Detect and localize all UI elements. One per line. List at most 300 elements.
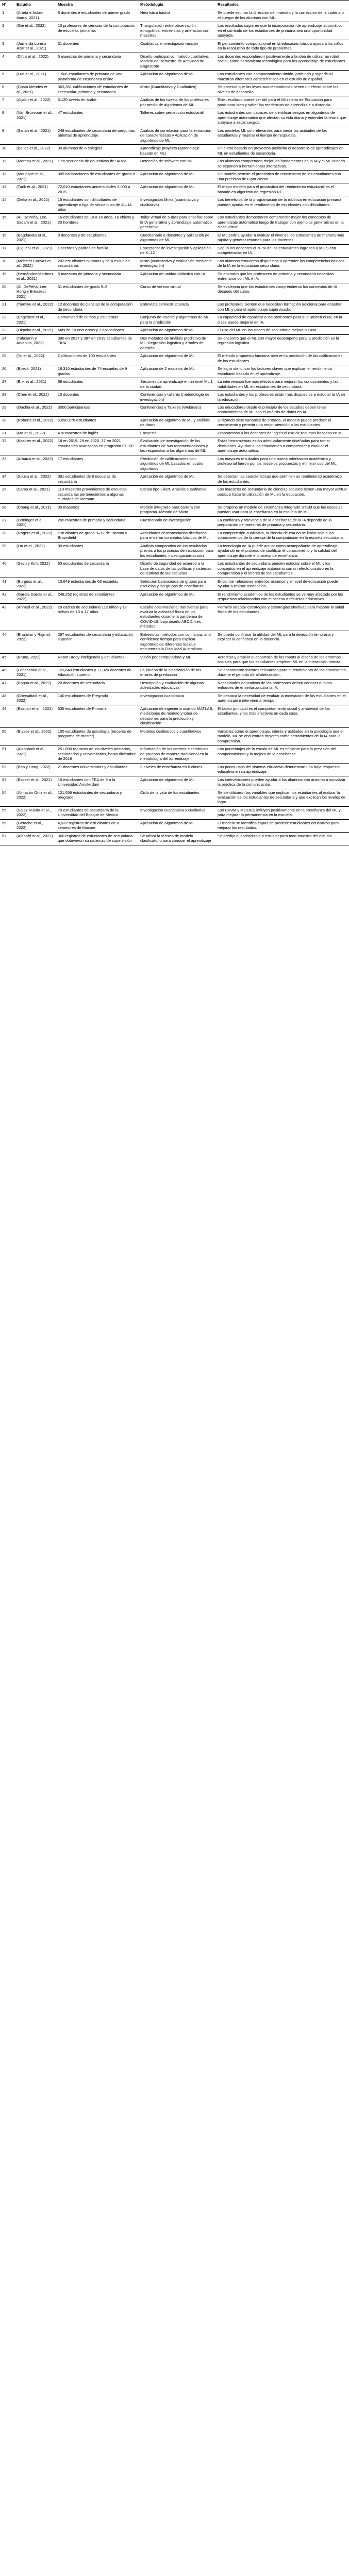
table-row [0, 416, 349, 429]
cell-study: (Saltan et al., 2021) [14, 127, 56, 144]
table-row [0, 9, 349, 22]
cell-study: (Getache et al., 2022) [14, 819, 56, 832]
cell-methodology: Entrevistas, métodos con confianza, and confidence tiempo para explicar algoritmos de diferentes los que encuentran la Fiabilidad Australiana [138, 631, 215, 653]
table-row [0, 327, 349, 334]
cell-results: Los estudiantes y los profesores están más dispuestos a estudiar la IA en la educación. [215, 391, 349, 404]
cell-number: 3 [0, 40, 14, 53]
table-row [0, 109, 349, 127]
cell-number: 36 [0, 503, 14, 516]
cell-study: (Tafasarin y Arvanitis, 2022) [14, 334, 56, 352]
cell-sample: 140 estudiantes de Pregrado [56, 692, 138, 705]
table-row [0, 429, 349, 437]
cell-results: Según los docentes el 70 % de los estudiantes ingresan a la ES con competencias en IA. [215, 244, 349, 257]
table-row [0, 378, 349, 391]
cell-results: Se encontró que el ML con mayor desempeño para la predicción es la regresión logística. [215, 334, 349, 352]
table-row [0, 53, 349, 70]
cell-methodology: Aplicación de algoritmos de ML [138, 171, 215, 183]
cell-sample: 121,556 estudiantes de secundaria y pregrado [56, 789, 138, 806]
cell-study: (Tarik et al., 2021) [14, 183, 56, 196]
cell-study: (Erik et al., 2021) [14, 378, 56, 391]
cell-results: El ML podría ayudar a evaluar el nivel de los estudiantes de manera más rápida y generar reportes para los docentes. [215, 231, 349, 244]
cell-study: (Tiamiyu et al., 2022) [14, 301, 56, 314]
cell-results: Los porcentajes de la escala de ML es eficiente para la previsión del comportamiento y la mejora de la enseñanza. [215, 745, 349, 763]
table-row [0, 763, 349, 776]
table-row [0, 314, 349, 327]
studies-table [0, 0, 349, 845]
cell-sample: 15 estudiantes con dificultades de aprendizaje o liga de secuencias de 11–14 años [56, 196, 138, 214]
cell-study: (Jurnerda Lorenz Azar et al., 2021) [14, 40, 56, 53]
cell-number: 7 [0, 96, 14, 109]
cell-study: (Blasse et al., 2022) [14, 727, 56, 745]
cell-number: 43 [0, 603, 14, 631]
cell-sample: 360 registros de estudiantes de secundaria que obtuvieron su sistemas de supervisión [56, 832, 138, 845]
cell-number: 29 [0, 404, 14, 417]
cell-sample: 251.890 registros de los niveles primarios, secundarios y universitarios, hasta diciembre de 2019 [56, 745, 138, 763]
cell-sample: Una secuencia de educativas de 94.6% [56, 158, 138, 171]
cell-methodology: Estudio observacional transversal para evaluar la actividad física en los estudiantes durante la pandemia de COVID-19, bajo diseño ABCD: tres métodos [138, 603, 215, 631]
cell-sample: 31 docentes [56, 40, 138, 53]
table-row [0, 745, 349, 763]
cell-results: Se logró identificar los factores claves que explican el rendimiento estudiantil basado en el aprendizaje. [215, 365, 349, 378]
cell-study: (Arteta e Irulas-Ibarra, 2021) [14, 9, 56, 22]
cell-methodology: Cualitativa e investigación-acción [138, 40, 215, 53]
cell-sample: 70 estudiantes de secundaria de la Universidad del Bosque de Mexico [56, 806, 138, 819]
cell-study: (Aldhafri et al., 2021) [14, 832, 56, 845]
cell-results: Se encontró que los profesores de primaria y secundaria necesitan entrenarse con ML e IA. [215, 270, 349, 283]
table-row [0, 404, 349, 417]
cell-methodology: Ciclo de la vida de los estudiantes [138, 789, 215, 806]
cell-methodology: Selección balanceada de grupos para escuelas y los grupos de enseñanza [138, 578, 215, 590]
cell-number: 35 [0, 486, 14, 503]
cell-sample: 10,649 estudiantes de 63 escuelas [56, 578, 138, 590]
table-row [0, 334, 349, 352]
cell-sample: 18 en 2019, 29 en 2020, 37 en 2021 estudiantes avanzados en programa ECISP [56, 437, 138, 455]
cell-methodology: Evaluación de investigación de los estudiantes de sus recomendaciones y las respuestas a los algoritmos de ML [138, 437, 215, 455]
cell-study: (Mehmet Cuevas et al., 2022) [14, 257, 56, 270]
cell-results: Los beneficios de la programación de la robótica en educación primaria pueden ayudar en el rendimiento de estudiantes con dificultades. [215, 196, 349, 214]
cell-study: (Van Bruxvoort et al., 2021) [14, 109, 56, 127]
table-row [0, 503, 349, 516]
cell-sample: 123,640 estudiantes y 17,920 docentes de educación superior [56, 666, 138, 679]
cell-study: (Al, DePeña, Lee, Hong y Breazeal, 2021) [14, 283, 56, 300]
cell-study: (Bhanwar y Rajmal, 2022) [14, 631, 56, 653]
cell-methodology: Descripción y evaluación de algunas actividades educativas [138, 679, 215, 692]
cell-sample: 17 estudiantes [56, 455, 138, 472]
cell-sample: 63 estudiantes de secundaria [56, 560, 138, 578]
cell-results: El método propuesto funciona bien en la predicción de las calificaciones de los estudiantes. [215, 352, 349, 365]
table-row [0, 486, 349, 503]
cell-results: Los maestros de secundaria de ciencias sociales tienen una mayor actitud positiva hacia la utilización de ML en la educación. [215, 486, 349, 503]
table-row [0, 158, 349, 171]
cell-sample: 6 docentes e estudiantes de primer grado [56, 9, 138, 22]
cell-results: Se puede estimar la dirección del maestro y la corrección de la cadena o el cuerpo de los alumnos con ML. [215, 9, 349, 22]
cell-results: Permitió adaptar estrategias y estrategias efectivas para mejorar la salud física de los estudiantes. [215, 603, 349, 631]
cell-study: (Elguchi et al., 2021) [14, 244, 56, 257]
cell-sample: 363,361 calificaciones de estudiantes de Preescolar, primaria y secundaria [56, 83, 138, 96]
cell-results: Los profesores sienten que necesitan formación adicional para enseñar con ML y para el aprendizaje supervisado. [215, 301, 349, 314]
cell-study: (Costa Mendes et al., 2021) [14, 83, 56, 96]
cell-methodology: Sesiones de aprendizaje en un nivel ML 1 de la ciudad [138, 378, 215, 391]
table-row [0, 437, 349, 455]
cell-results: Se detectan las características que permiten un rendimiento académico de los estudiantes. [215, 473, 349, 486]
cell-methodology: Encuesta [138, 429, 215, 437]
cell-methodology: Mixto (Cuantitativo y Cualitativo) [138, 83, 215, 96]
cell-number: 4 [0, 53, 14, 70]
cell-methodology: Heurística básica [138, 9, 215, 22]
cell-methodology: Triangulación entre observación etnográfica, entrevistas y artefactos con maestros [138, 22, 215, 40]
cell-results: Las intervenciones pueden ayudar a los alumnos con autismo a socializar la práctica de la comunicación. [215, 776, 349, 789]
cell-methodology: Escala tipo Likert. Análisis cuantitativo [138, 486, 215, 503]
cell-sample: 5 maestros de primaria y secundaria [56, 53, 138, 70]
cell-results: Encontrar relaciones entre los alumnos y el nivel de educación puede ayudar a revisar tendencias. [215, 578, 349, 590]
cell-methodology: Aplicación de algoritmos de ML [138, 183, 215, 196]
table-row [0, 631, 349, 653]
cell-methodology: Conferencias y Talleres (Webinars) [138, 404, 215, 417]
cell-sample: 3.120 tweets en árabe [56, 96, 138, 109]
cell-results: Se evidencia que los estudiantes comprendieron los conceptos de IA después del curso. [215, 283, 349, 300]
cell-results: La confianza y relevancia de la enseñanza de la IA depende de la preparación de maestros de primaria y secundaria. [215, 516, 349, 529]
cell-methodology: Aplicación de algoritmos de ML [138, 327, 215, 334]
cell-number: 21 [0, 301, 14, 314]
table-row [0, 196, 349, 214]
cell-sample: 391 estudiantes de 6 escuelas de secundaria [56, 473, 138, 486]
cell-number: 16 [0, 231, 14, 244]
cell-results: El modelo se identifica capaz de predecir estudiantes educativos para mejorar los resultados. [215, 819, 349, 832]
table-row [0, 214, 349, 231]
table-row [0, 516, 349, 529]
table-row [0, 22, 349, 40]
cell-methodology: Aplicación de algoritmo de ML y análisis de datos [138, 416, 215, 429]
cell-results: Los mayores resultados para una buena orientación académica y profesional fueron por los modelos propuestos y el mejor uso del ML. [215, 455, 349, 472]
cell-methodology: Actividades desconectadas diseñadas para enseñar conceptos básicos de ML [138, 529, 215, 542]
cell-methodology: Aprendizaje proyecto (aprendizaje basado en ML) [138, 145, 215, 158]
cell-study: (Aldoghaili et al., 2021) [14, 745, 56, 763]
cell-results: Proponemos a los docentes de inglés el uso de recursos basados en ML. [215, 429, 349, 437]
cell-methodology: La prueba de la clasificación de los errores de predicción [138, 666, 215, 679]
cell-methodology: Conferencias y talleres (metodología de investigación) [138, 391, 215, 404]
cell-study: (Moreau et al., 2021) [14, 158, 56, 171]
cell-sample: 72,010 estudiantes universidades 2,000 a 2015 [56, 183, 138, 196]
cell-study: (Sevu y Kim, 2022) [14, 560, 56, 578]
table-row [0, 83, 349, 96]
cell-study: (Luo et al., 2021) [14, 71, 56, 83]
cell-number: 49 [0, 705, 14, 727]
cell-sample: 31 estudiantes de grado 5–9 [56, 283, 138, 300]
cell-number: 48 [0, 692, 14, 705]
cell-number: 11 [0, 158, 14, 171]
table-row [0, 71, 349, 83]
cell-sample: 16 estudiantes de 10 a 16 años, 16 chicos y 20 hombres [56, 214, 138, 231]
cell-number: 28 [0, 391, 14, 404]
table-row [0, 819, 349, 832]
cell-study: (Chen et al., 2022) [14, 391, 56, 404]
cell-study: (Yu et al., 2022) [14, 352, 56, 365]
cell-number: 26 [0, 365, 14, 378]
cell-number: 57 [0, 832, 14, 845]
cell-sample: Estudiantes de grado 9–12 de Toronto y Brownfield [56, 529, 138, 542]
cell-number: 18 [0, 257, 14, 270]
table-row [0, 832, 349, 845]
cell-study: (Ma et al., 2022) [14, 429, 56, 437]
table-row [0, 603, 349, 631]
cell-number: 39 [0, 542, 14, 560]
cell-results: Se identificaron las variables que implican los estudiantes al realizar la evaluación de los estudiantes de secundaria y que explican los niveles de logro. [215, 789, 349, 806]
table-row [0, 529, 349, 542]
table-row [0, 257, 349, 270]
cell-results: Un modelo permite el pronóstico de rendimiento de los estudiantes con una precisión de 8 por ciento. [215, 171, 349, 183]
cell-study: (Mounque et al., 2021) [14, 171, 56, 183]
table-row [0, 692, 349, 705]
cell-sample: Robot Brody inteligencia y estudiantes [56, 653, 138, 666]
cell-study: (Bakker et al., 2022) [14, 776, 56, 789]
cell-results: Utilizando siete variables de entrada, el modelo puede predecir el rendimiento y permitir una mejor atención a los estudiantes. [215, 416, 349, 429]
table-row [0, 270, 349, 283]
cell-sample: 100 estudiantes de psicología (terceros de programa de master) [56, 727, 138, 745]
header-sample: Muestra [56, 1, 138, 9]
cell-sample: 66 estudiantes [56, 378, 138, 391]
cell-study: (Saiaz Rueda et al., 2022) [14, 806, 56, 819]
cell-results: Los estudiantes de secundaria pueden estudiar sobre el ML y los conceptos en el aprendizaje autónomo con un efecto positivo en la comprensión y el interés de los estudiantes. [215, 560, 349, 578]
cell-methodology: Aplicación de algoritmos de ML [138, 71, 215, 83]
cell-study: (Gie et al., 2022) [14, 22, 56, 40]
cell-number: 5 [0, 71, 14, 83]
cell-methodology: Cuestionario a docentes y aplicación de algoritmos de ML [138, 231, 215, 244]
cell-number: 47 [0, 679, 14, 692]
table-row [0, 171, 349, 183]
cell-number: 30 [0, 416, 14, 429]
table-row [0, 653, 349, 666]
cell-number: 1 [0, 9, 14, 22]
cell-sample: Más de 10 encuestas y 3 aplicaciones [56, 327, 138, 334]
cell-number: 55 [0, 806, 14, 819]
cell-study: (Bogna et al., 2022) [14, 679, 56, 692]
cell-study: (Fenchenko et al., 2021) [14, 666, 56, 679]
table-row [0, 183, 349, 196]
cell-results: Los modelos ML son relevantes para medir las actitudes de los estudiantes y mejorar el tiempo de respuesta. [215, 127, 349, 144]
cell-sample: 203 estudiantes alumnos y de 4 escuelas secundarias [56, 257, 138, 270]
cell-methodology: Talleres sobre percepción estudiantil [138, 109, 215, 127]
cell-number: 53 [0, 776, 14, 789]
table-row [0, 40, 349, 53]
cell-sample: 29 cadres de secundaria 112 niños y 17 hidsos de 13 a 17 años [56, 603, 138, 631]
cell-methodology: Modelos cualitativos y cuantitativos [138, 727, 215, 745]
cell-results: Los estudiantes son capaces de identificar sesgos en algoritmos de aprendizaje automático que afectan su vida diaria y entender la teoría que subyace a estos sesgos. [215, 109, 349, 127]
cell-methodology: Investigación Mixta (cuantitativa y cualitativa) [138, 196, 215, 214]
cell-study: (Ouchia et al., 2022) [14, 404, 56, 417]
table-row [0, 391, 349, 404]
header-row [0, 1, 349, 9]
table-row [0, 96, 349, 109]
cell-results: Se predijo el aprendizaje a estudiar para toda muestra del estudio. [215, 832, 349, 845]
cell-results: Acreditar y ampliar el desarrollo de los robots al diseño de los entornos sociales para que los estudiantes empleen ML en la interacción directa. [215, 653, 349, 666]
cell-sample: 47 estudiantes [56, 109, 138, 127]
cell-methodology: Curso de verano virtual [138, 283, 215, 300]
table-row [0, 455, 349, 472]
table-row [0, 542, 349, 560]
cell-number: 2 [0, 22, 14, 40]
table-header [0, 1, 349, 9]
cell-sample: 16 estudiantes con TEA de 9 a la Universidad Amsterdam [56, 776, 138, 789]
cell-study: (Bao y Hong, 2022) [14, 763, 56, 776]
cell-methodology: Aplicación de algoritmos de ML [138, 776, 215, 789]
cell-methodology: Aplicación de algoritmos de ML [138, 819, 215, 832]
cell-sample: 16,310 estudiantes de 74 escuelas de 9 grados [56, 365, 138, 378]
header-study: Estudio [14, 1, 56, 9]
cell-sample: 297 estudiantes de secundaria y educación superior [56, 631, 138, 653]
cell-sample: 265 maestros de primaria y secundaria [56, 516, 138, 529]
cell-results: El rendimiento académico de los estudiantes se ve muy afectado por las respuestas relacionadas con el acceso a recursos educativos. [215, 590, 349, 603]
cell-sample: Docentes y padres de familia [56, 244, 138, 257]
table-row [0, 578, 349, 590]
cell-results: Los resultados sugieren que la incorporación de aprendizaje automático en el currículo de los estudiantes de primaria sea una oportunidad apoyada. [215, 22, 349, 40]
cell-number: 40 [0, 560, 14, 578]
cell-results: Los docentes respondieron positivamente a la idea de utilizar un robot social, como herramienta tecnológica para los aprendizaje de estudiantes. [215, 53, 349, 70]
table-body [0, 9, 349, 845]
cell-study: (Zieka et al., 2022) [14, 196, 56, 214]
cell-study: (Aljabri et al., 2022) [14, 96, 56, 109]
cell-number: 13 [0, 183, 14, 196]
cell-number: 25 [0, 352, 14, 365]
cell-sample: 1.506 estudiantes de primaria de una plataforma de enseñanza online [56, 71, 138, 83]
table-row [0, 590, 349, 603]
cell-results: Variables como el aprendizaje, interés y actitudes en la psicología que el modelo, ML se encuentran mejores como herramientas de la IA para la comprensión. [215, 727, 349, 745]
cell-results: Se observó que las leyes socioeconómicas tienen un efecto sobre los niveles de desarrollo. [215, 83, 349, 96]
cell-study: (Chrysafiadi et al., 2022) [14, 692, 56, 705]
cell-sample: 635 estudiantes de Primaria [56, 705, 138, 727]
cell-results: La intervención fue más efectiva para mejorar los conocimientos y las habilidades en ML en estudiantes de secundaria. [215, 378, 349, 391]
cell-results: La capacidad de capacitar a los profesores para que utilicen el ML en la clase puede mejorar en IA. [215, 314, 349, 327]
cell-number: 31 [0, 429, 14, 437]
cell-methodology: Análisis de los tweets de los profesores por medio de algoritmos de ML [138, 96, 215, 109]
cell-study: (Hernández-Martínez et al., 2021) [14, 270, 56, 283]
cell-study: (Ciftia et al., 2022) [14, 53, 56, 70]
cell-study: (Leininger et al., 2021) [14, 516, 56, 529]
cell-sample: 80 estudiantes [56, 542, 138, 560]
cell-sample: 119 maestros provenientes de escuelas secundarias pertenecientes a algunas ciudades de Vietnam [56, 486, 138, 503]
cell-methodology: Aplicación de unidad didáctica con IA [138, 270, 215, 283]
cell-number: 44 [0, 631, 14, 653]
cell-sample: 21 docentes universitarios y estudiantes [56, 763, 138, 776]
cell-methodology: Taller virtual de 5 días para enseñar sobre la IA generativa y aprendizaje automático generativo [138, 214, 215, 231]
cell-number: 34 [0, 473, 14, 486]
cell-number: 42 [0, 590, 14, 603]
cell-methodology: Aplicación de algoritmos de ML [138, 590, 215, 603]
cell-methodology: Diseño participativo, método cualitativo, Modelo del semestre de Actividad de Engeström [138, 53, 215, 70]
cell-study: (Rogers et al., 2022) [14, 529, 56, 542]
cell-study: (Kastner et al., 2022) [14, 437, 56, 455]
cell-study: (Engelbert et al., 2021) [14, 314, 56, 327]
cell-methodology: Detección de software con ML [138, 158, 215, 171]
cell-sample: 30 maestros [56, 503, 138, 516]
cell-methodology: Aplicación de algoritmos de ML [138, 473, 215, 486]
cell-results: Los pocos usos del sistema educativo demuestran una baja respuesta educativa en su aprendizaje. [215, 763, 349, 776]
table-row [0, 231, 349, 244]
table-row [0, 301, 349, 314]
cell-methodology: Investigación cuantitativa [138, 692, 215, 705]
cell-results: Se puede confirmar la utilidad del ML para la detección temprana y explicar la confianza en la docencia. [215, 631, 349, 653]
cell-number: 24 [0, 334, 14, 352]
cell-number: 15 [0, 214, 14, 231]
cell-number: 22 [0, 314, 14, 327]
cell-methodology: Entrevista semiestructurada [138, 301, 215, 314]
cell-sample: 10 docentes [56, 391, 138, 404]
cell-study: (Ahmed et al., 2022) [14, 603, 56, 631]
cell-study: (Samo et al., 2021) [14, 486, 56, 503]
cell-number: 14 [0, 196, 14, 214]
table-row [0, 244, 349, 257]
cell-number: 41 [0, 578, 14, 590]
table-row [0, 473, 349, 486]
cell-number: 12 [0, 171, 14, 183]
cell-methodology: Dos métodos de análisis predictivo de ML: Regresión logística y árboles de decisión [138, 334, 215, 352]
cell-number: 45 [0, 653, 14, 666]
cell-number: 20 [0, 283, 14, 300]
cell-sample: 8 docentes y 86 estudiantes [56, 231, 138, 244]
cell-number: 50 [0, 727, 14, 745]
cell-sample: 390 en 2017 y 387 en 2019 estudiantes de TIPA [56, 334, 138, 352]
cell-methodology: Cuestionario de investigación [138, 516, 215, 529]
cell-number: 54 [0, 789, 14, 806]
cell-study: (Bellas et al., 2022) [14, 145, 56, 158]
cell-results: El mejor modelo para el pronóstico del rendimiento estudiantil es el basado en algoritmo de regresión RF. [215, 183, 349, 196]
cell-sample: 305 calificaciones de estudiantes de grado 8 [56, 171, 138, 183]
cell-methodology: Predicción de calificaciones con algoritmos de ML basados en cuatro algoritmos [138, 455, 215, 472]
cell-study: (Liu et al., 2022) [14, 542, 56, 560]
cell-results: Este resultado puede ser útil para el Ministerio de Educación para posicionar bien y saber las tendencias de aprendizaje a distancia. [215, 96, 349, 109]
table-row [0, 776, 349, 789]
cell-study: (Bastian et al., 2022) [14, 705, 56, 727]
cell-study: (Okpoko et al., 2021) [14, 327, 56, 334]
cell-study: (Bagdanata et al., 2021) [14, 231, 56, 244]
table-row [0, 352, 349, 365]
cell-methodology: Aplicación de ingeniería usando MATLAB, mediciones de modelo y toma de decisiones para la predicción y clasificación [138, 705, 215, 727]
cell-number: 51 [0, 745, 14, 763]
cell-results: La tecnología de IA puede actuar como acompañante de aprendizaje, ayudando en el proceso de cualificar el conocimiento y la calidad del aprendizaje durante el proceso de enseñanza. [215, 542, 349, 560]
cell-results: Los estudiantes con comportamiento tímido, profundo y superficial muestran diferentes características en el estudio de español. [215, 71, 349, 83]
cell-sample: 5.090.270 estudiantes [56, 416, 138, 429]
cell-methodology: Investigación cuantitativa y cualitativa [138, 806, 215, 819]
cell-number: 52 [0, 763, 14, 776]
cell-number: 19 [0, 270, 14, 283]
cell-methodology: Mixto (cuantitativo y evaluación mediante investigación) [138, 257, 215, 270]
cell-sample: 248 estudiantes de secundaria de preguntas abiertas de aprendizaje [56, 127, 138, 144]
cell-results: Estas herramientas están adecuadamente diseñadas para tomar decisiones. Ayudan a los estudiantes a comprender y evaluar el aprendizaje automático. [215, 437, 349, 455]
cell-sample: 30 alumnos de 6 colegios [56, 145, 138, 158]
cell-results: Los CVVM y MOOCS influyen positivamente en la enseñanza del ML y para mejorar la permanencia en la escuela. [215, 806, 349, 819]
cell-number: 32 [0, 437, 14, 455]
cell-results: Los alumnos estuvieron dispuestos a aprender las competencias básicas de la IA en la educación secundaria. [215, 257, 349, 270]
cell-study: (Arbaiza et al., 2022) [14, 455, 56, 472]
cell-number: 9 [0, 127, 14, 144]
cell-study: (Almazán Ortiz et al., 2022) [14, 789, 56, 806]
cell-number: 8 [0, 109, 14, 127]
table-row [0, 365, 349, 378]
cell-study: (Burgess et al., 2022) [14, 578, 56, 590]
cell-number: 46 [0, 666, 14, 679]
cell-number: 33 [0, 455, 14, 472]
cell-results: Se encontraron factores relevantes para el rendimiento de los estudiantes durante el periodo de alfabetización. [215, 666, 349, 679]
cell-results: Se destaca la necesidad de evaluar la motivación de los estudiantes en el aprendizaje e intervenir a tiempo. [215, 692, 349, 705]
header-results: Resultados [215, 1, 349, 9]
cell-number: 56 [0, 819, 14, 832]
table-row [0, 806, 349, 819]
cell-methodology: Análisis comparativo de los resultados previos a los procesos de instrucción para los estudiantes, investigación-acción [138, 542, 215, 560]
cell-study: (Chang et al., 2021) [14, 503, 56, 516]
table-row [0, 679, 349, 692]
cell-results: Los estudiantes demostraron comprender mejor los conceptos de aprendizaje automático luego de trabajar con ejemplos generativos en la clase virtual. [215, 214, 349, 231]
cell-results: Los alumnos comprenden mejor los fundamentos de la IA y el ML cuando se exponen a herramientas interactivas. [215, 158, 349, 171]
cell-results: El uso del ML en las clases de secundaria mejora su uso. [215, 327, 349, 334]
